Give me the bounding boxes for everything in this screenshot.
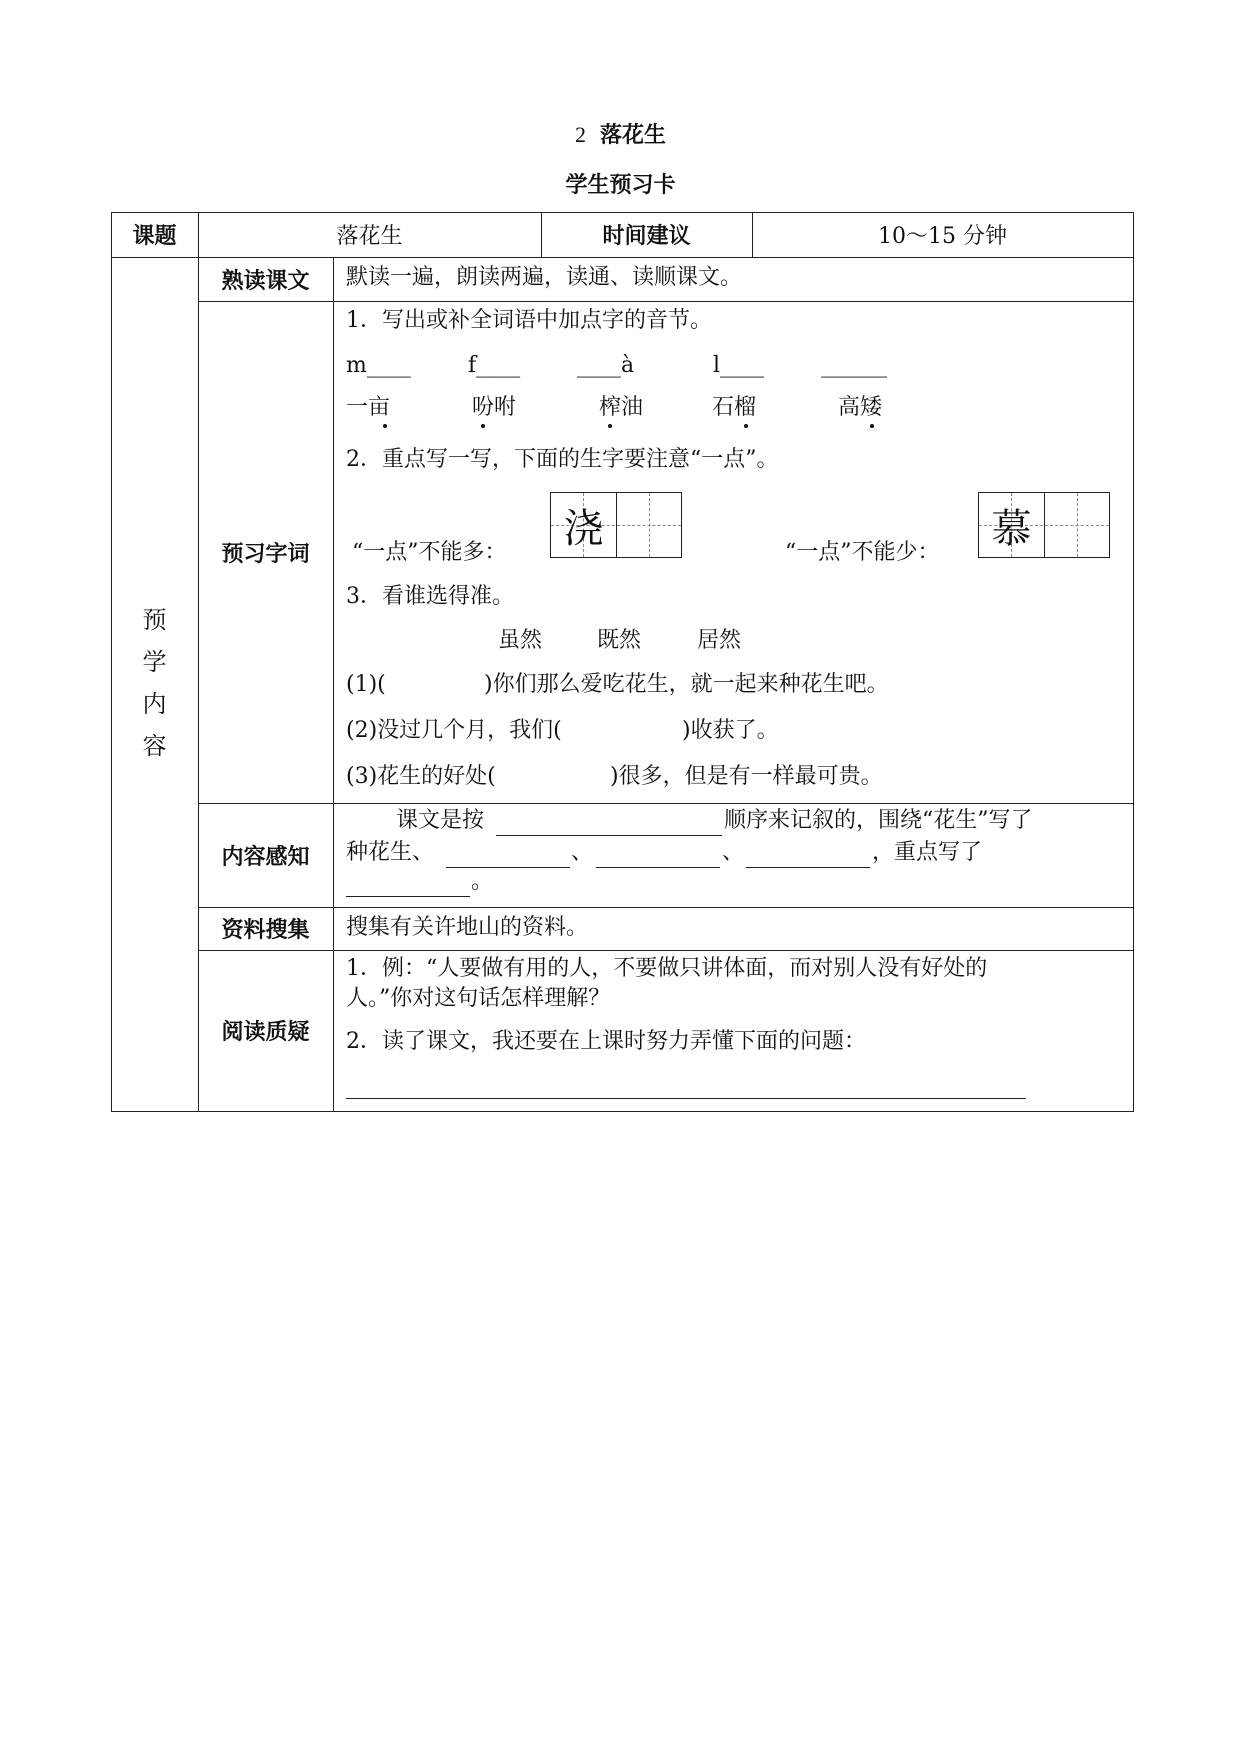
topic-label: 课题 [132,224,177,249]
pinyin-blank-2[interactable]: f____ [468,353,521,378]
option-2: 既然 [597,628,642,653]
material-label: 资料搜集 [221,918,310,943]
question-answer-line[interactable] [346,1078,1026,1099]
writing-grid-less[interactable] [978,492,1110,558]
content-blank-3[interactable] [746,847,870,868]
more-dot-label: “一点”不能多： [352,540,507,565]
content-line-2a: 种花生、 [346,840,435,865]
lesson-number: 2 [574,122,586,147]
material-text: 搜集有关许地山的资料。 [346,915,589,940]
word-1: 一亩 [346,395,391,420]
sentence-3-start: (3)花生的好处( [346,764,496,789]
word-3: 榨油 [599,395,644,420]
lesson-title [0,118,1241,149]
sentence-2-end: )收获了。 [682,718,779,743]
question-line-3: 2．读了课文，我还要在上课时努力弄懂下面的问题： [346,1029,866,1054]
row-divider-4 [198,950,1134,951]
words-label: 预习字词 [221,541,310,567]
writing-grid-more[interactable] [550,492,682,558]
sentence-2-start: (2)没过几个月，我们( [346,718,562,743]
sentence-3-end: )很多，但是有一样最可贵。 [610,764,883,789]
content-sep-2: 、 [722,840,745,865]
topic-value: 落花生 [336,224,403,249]
section-label-3: 内 [142,690,167,718]
word-4: 石榴 [712,395,757,420]
row-divider-1 [198,301,1134,302]
pinyin-blank-1[interactable]: m____ [346,353,411,378]
word-2: 吩咐 [472,395,517,420]
pinyin-blank-4[interactable]: l____ [713,353,765,378]
col-divider-2 [333,257,334,1112]
content-line-2b: ，重点写了 [872,840,983,865]
sentence-1-end: )你们那么爱吃花生，就一起来种花生吧。 [484,672,889,697]
content-blank-2[interactable] [596,847,720,868]
sentence-1-start: (1)( [346,672,386,697]
words-q3: 3．看谁选得准。 [346,584,514,609]
read-instruction: 默读一遍，朗读两遍，读通、读顺课文。 [346,265,743,290]
words-q1: 1．写出或补全词语中加点字的音节。 [346,308,712,333]
words-q2: 2．重点写一写，下面的生字要注意“一点”。 [346,447,779,472]
pinyin-blank-5[interactable]: ______ [821,353,887,378]
pinyin-blank-3[interactable]: ____à [577,353,635,378]
border-bottom [111,1111,1134,1112]
question-line-2: 人。”你对这句话怎样理解？ [346,986,611,1011]
card-title: 学生预习卡 [565,173,676,198]
emphasis-dot [608,424,612,428]
content-label: 内容感知 [221,844,310,870]
emphasis-dot [744,424,748,428]
content-blank-1[interactable] [446,847,570,868]
content-line-1b: 顺序来记叙的，围绕“花生”写了 [724,808,1033,833]
content-blank-order[interactable] [496,815,722,836]
emphasis-dot [870,424,874,428]
question-label: 阅读质疑 [221,1020,310,1045]
content-line-3: 。 [471,869,494,894]
lesson-name: 落花生 [599,123,666,148]
content-blank-4[interactable] [346,876,470,897]
row-divider-2 [198,803,1134,804]
time-label: 时间建议 [602,224,691,249]
option-1: 虽然 [498,628,543,653]
less-dot-label: “一点”不能少： [785,540,940,565]
section-label-2: 学 [142,648,167,676]
row-divider-3 [198,907,1134,908]
time-value: 10～15 分钟 [878,224,1007,249]
character-jiao: 浇 [563,505,604,552]
word-5: 高矮 [838,395,883,420]
character-mu: 慕 [991,505,1032,552]
content-line-1a: 课文是按 [396,808,485,833]
option-3: 居然 [697,628,742,653]
emphasis-dot [383,424,387,428]
emphasis-dot [481,424,485,428]
question-line-1: 1．例：“人要做有用的人，不要做只讲体面，而对别人没有好处的 [346,956,988,981]
border-right [1133,212,1134,1112]
section-label-1: 预 [142,606,167,634]
read-label: 熟读课文 [221,268,310,294]
section-label-4: 容 [142,732,167,760]
content-sep-1: 、 [571,840,594,865]
